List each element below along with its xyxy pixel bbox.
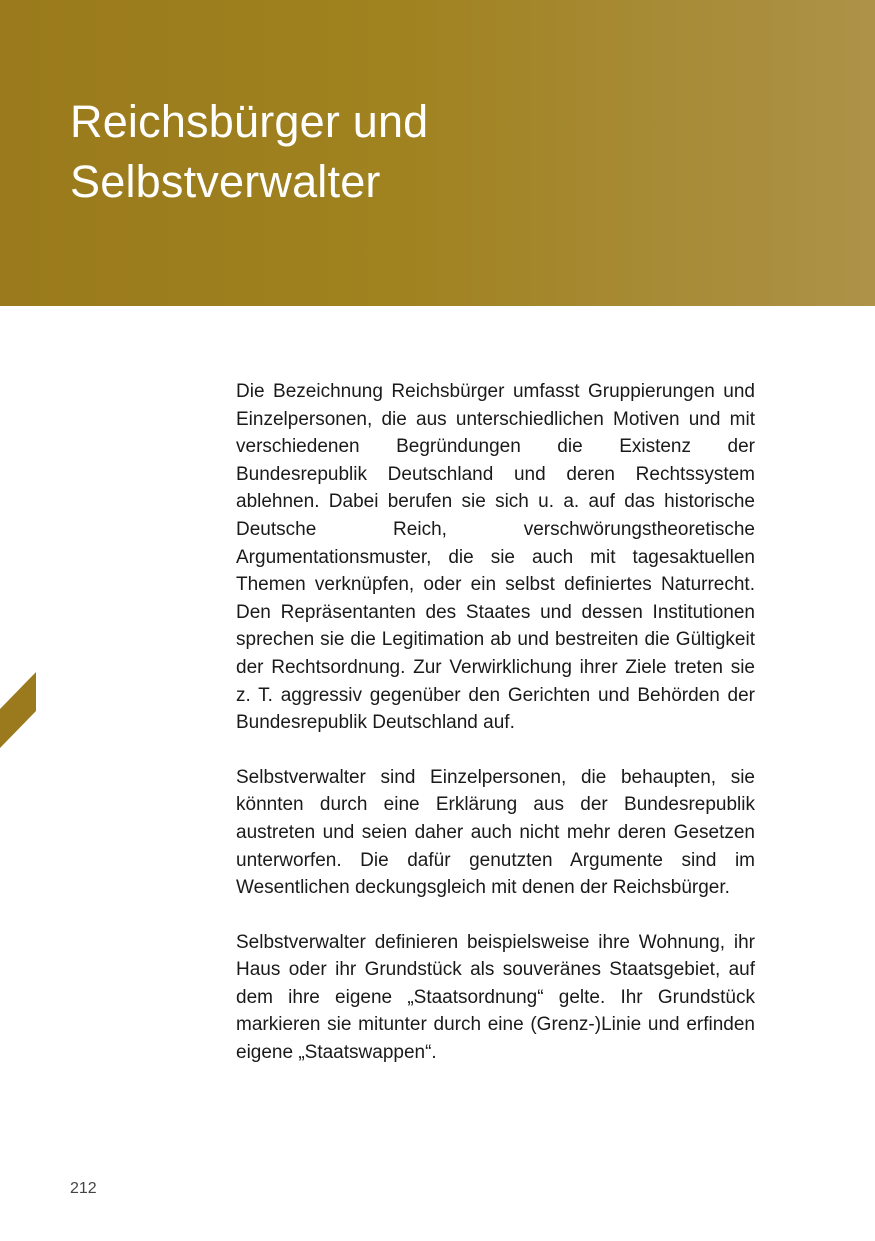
page-title-line-1: Reichsbürger und — [70, 96, 429, 147]
paragraph-staatsgebiet: Selbstverwalter definieren beispielsweise ihre Wohnung, ihr Haus oder ihr Grundstück als souveränes Staatsgebiet, auf dem ihre eigene „Staatsordnung“ gelte. Ihr Grundstück markieren sie mitunter durch eine (Grenz-)Linie und erfinden eigene „Staatswappen“. — [236, 931, 755, 1064]
paragraph-selbstverwalter: Selbstverwalter sind Einzelpersonen, die behaupten, sie könnten durch eine Erklärung aus der Bundesrepublik austreten und seien daher auch nicht mehr deren Gesetzen unterworfen. Die dafür genutzten Argumente sind im Wesentlichen deckungsgleich mit denen der Reichsbürger. — [236, 766, 755, 899]
page-number: 212 — [70, 1180, 97, 1197]
body-text — [236, 378, 755, 1094]
chevron-marker-icon — [0, 672, 36, 748]
paragraph-reichsbuerger: Die Bezeichnung Reichsbürger umfasst Gruppierungen und Einzelpersonen, die aus unterschiedlichen Motiven und mit verschiedenen Begründungen die Existenz der Bundesrepublik Deutschland und deren Rechtssystem ablehnen. Dabei berufen sie sich u. a. auf das historische Deutsche Reich, verschwörungstheoretische Argumentationsmuster, die sie auch mit tagesaktuellen Themen verknüpfen, oder ein selbst definiertes Naturrecht. Den Repräsentanten des Staates und dessen Institutionen sprechen sie die Legitimation ab und bestreiten die Gültigkeit der Rechtsordnung. Zur Verwirklichung ihrer Ziele treten sie z. T. aggressiv gegenüber den Gerichten und Behörden der Bundesrepublik Deutschland auf. — [236, 381, 755, 734]
page-title — [70, 92, 770, 212]
header-band — [0, 0, 875, 306]
page-title-line-2: Selbstverwalter — [70, 156, 381, 207]
